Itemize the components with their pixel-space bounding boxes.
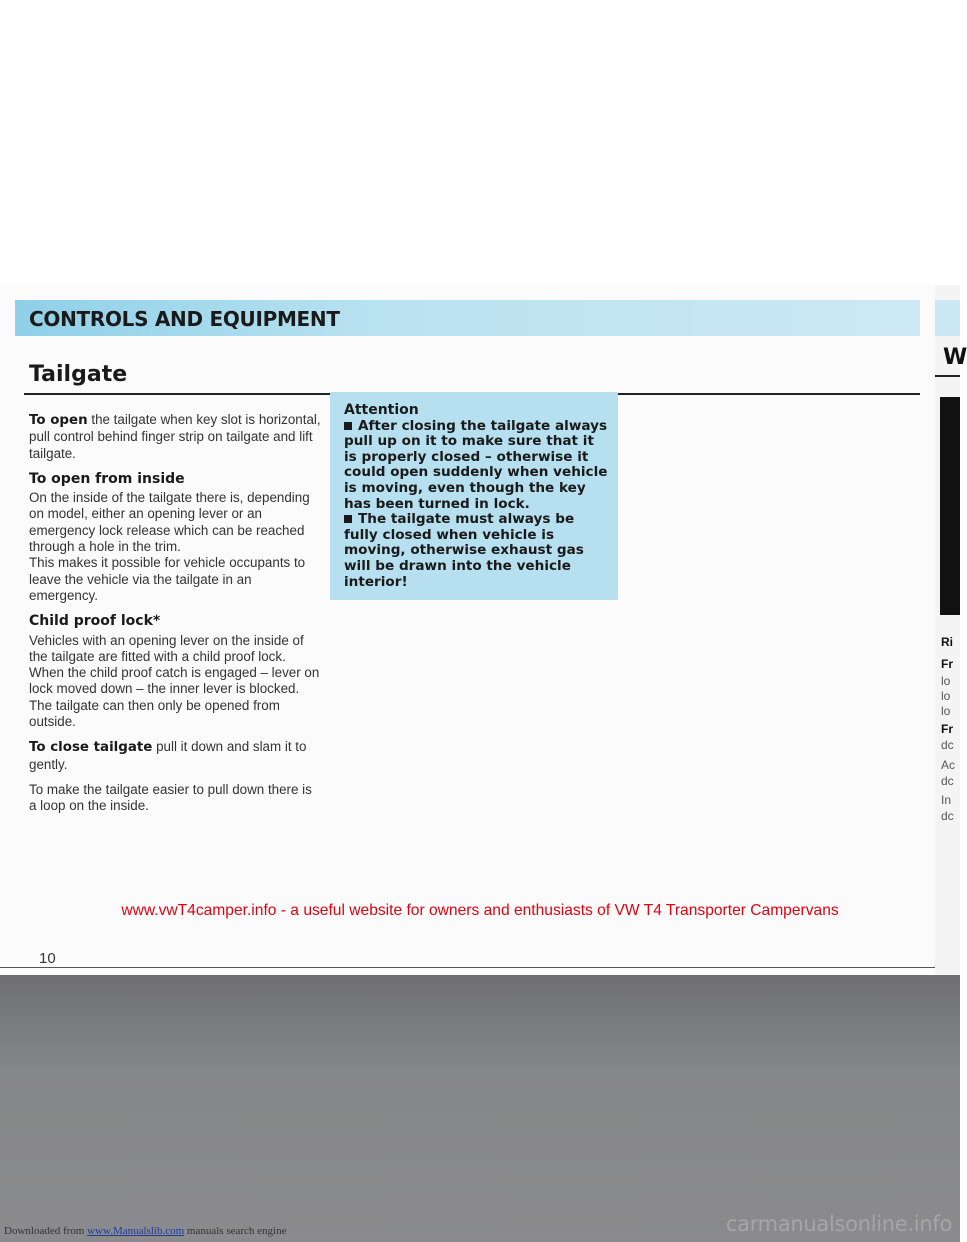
adjacent-line: dc — [941, 809, 954, 823]
close-paragraph — [29, 739, 321, 773]
attention-item-1 — [344, 419, 610, 513]
adjacent-photo — [940, 397, 960, 615]
inside-text-2: This makes it possible for vehicle occupants to leave the vehicle via the tailgate in an emergency. — [29, 555, 306, 603]
close-lead: To close tailgate — [29, 740, 153, 756]
page-title: Tailgate — [29, 362, 128, 387]
download-suffix: manuals search engine — [184, 1225, 287, 1237]
top-margin — [0, 0, 960, 285]
child-text-1: Vehicles with an opening lever on the inside of the tailgate are fitted with a child proof lock. — [29, 632, 304, 664]
adjacent-line: dc — [941, 774, 954, 788]
inside-paragraph — [29, 490, 321, 604]
adjacent-page-edge — [935, 285, 967, 975]
bullet-icon — [344, 515, 352, 523]
attention-item-1-text: After closing the tailgate always pull up on it to make sure that it is properly closed – otherwise it could open suddenly when vehicle is moving, even though the key has been turned in lock. — [344, 417, 608, 512]
adjacent-line: lo — [941, 704, 951, 718]
adjacent-title-rule — [935, 375, 960, 377]
loop-paragraph: To make the tailgate easier to pull down there is a loop on the inside. — [29, 781, 312, 814]
adjacent-line: lo — [941, 674, 951, 688]
inside-text-1: On the inside of the tailgate there is, depending on model, either an opening lever or an emergency lock release which can be reached through a hole in the trim. — [29, 490, 310, 555]
open-text: the tailgate when key slot is horizontal, pull control behind finger strip on tailgate and lift tailgate. — [29, 412, 321, 461]
scan-background — [0, 975, 960, 1242]
section-title: CONTROLS AND EQUIPMENT — [29, 307, 340, 331]
adjacent-page-title: W — [943, 345, 967, 370]
open-from-inside-heading: To open from inside — [29, 470, 185, 487]
adjacent-line: Fr — [941, 657, 953, 671]
website-footer-link[interactable]: www.vwT4camper.info - a useful website for owners and enthusiasts of VW T4 Transporter Campervans — [121, 902, 839, 919]
adjacent-line: In — [941, 793, 952, 807]
adjacent-line: Ri — [941, 635, 953, 649]
adjacent-line: lo — [941, 689, 951, 703]
manualslib-link[interactable]: www.Manualslib.com — [87, 1225, 185, 1237]
attention-item-2-text: The tailgate must always be fully closed when vehicle is moving, otherwise exhaust gas will be drawn into the vehicle interior! — [344, 511, 584, 590]
watermark: carmanualsonline.info — [725, 1212, 952, 1236]
attention-item-2 — [344, 512, 610, 590]
child-paragraph — [29, 633, 321, 731]
download-prefix: Downloaded from — [4, 1225, 88, 1237]
attention-box — [330, 392, 618, 600]
bullet-icon — [344, 422, 352, 430]
adjacent-line: dc — [941, 738, 954, 752]
child-text-2: When the child proof catch is engaged – lever on lock moved down – the inner lever is blocked. The tailgate can then only be opened from outside. — [29, 665, 320, 730]
adjacent-section-band — [935, 300, 960, 336]
main-text-column — [29, 412, 321, 824]
attention-title: Attention — [344, 402, 419, 418]
open-lead: To open — [29, 413, 88, 428]
page-number: 10 — [39, 950, 56, 967]
adjacent-line: Fr — [941, 722, 953, 736]
close-text: pull it down and slam it to gently. — [29, 739, 307, 772]
adjacent-line: Ac — [941, 758, 956, 772]
child-proof-lock-heading: Child proof lock* — [29, 613, 161, 630]
bottom-rule — [0, 967, 935, 968]
open-paragraph — [29, 412, 321, 462]
